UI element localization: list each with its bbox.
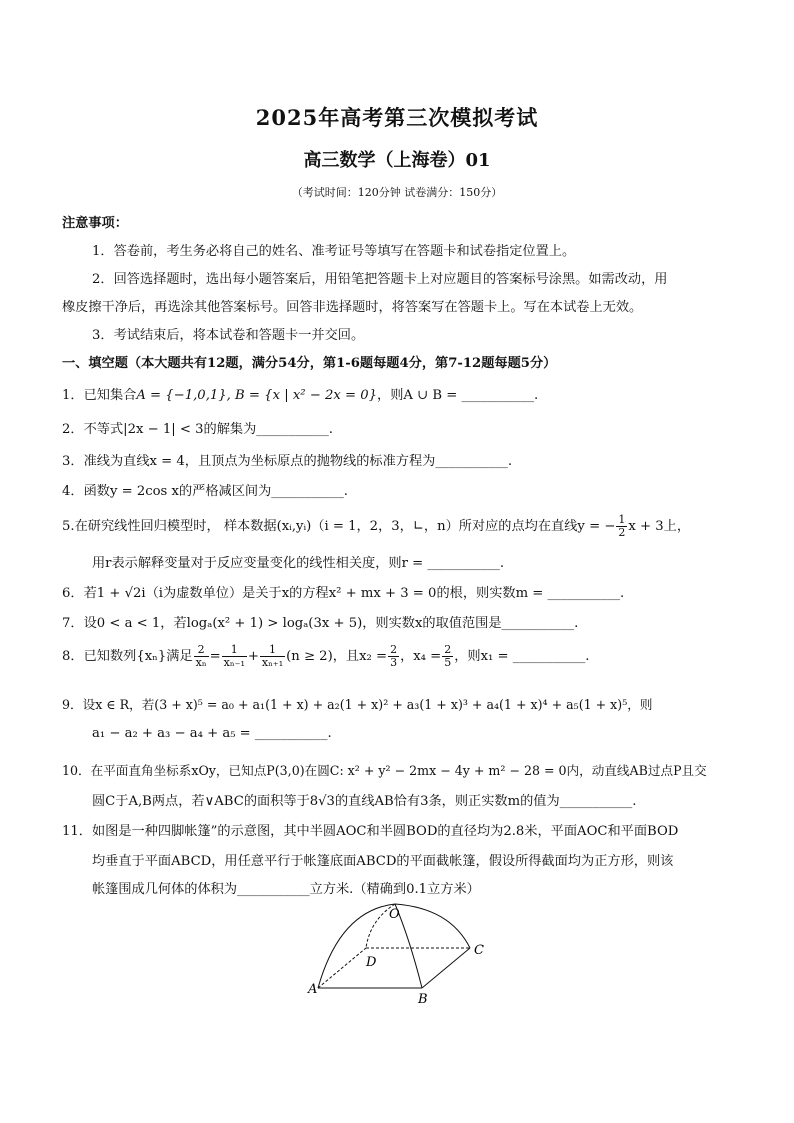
q8-mid: (n ≥ 2)，且x₂ = (286, 649, 388, 664)
note-1: 1．答卷前，考生务必将自己的姓名、准考证号等填写在答题卡和试卷指定位置上。 (92, 244, 576, 259)
question-2: 2．不等式|2x − 1| < 3的解集为___________. (62, 422, 333, 437)
q5a-den: 2 (618, 526, 626, 539)
section-heading: 一、填空题（本大题共有12题，满分54分，第1-6题每题4分，第7-12题每题5分） (62, 356, 557, 371)
question-5a (62, 514, 690, 539)
label-D: D (366, 955, 377, 970)
question-11c: 帐篷围成几何体的体积为___________立方米.（精确到0.1立方米） (92, 882, 480, 897)
q8-frac-1 (194, 644, 209, 669)
q8-f2-num: 1 (222, 644, 247, 657)
question-5b: 用r表示解释变量对于反应变量变化的线性相关度，则r = ___________. (92, 556, 505, 571)
note-2b: 橡皮擦干净后，再选涂其他答案标号。回答非选择题时，将答案写在答题卡上。写在本试卷上无效。 (62, 300, 643, 315)
question-1 (62, 384, 538, 403)
q8-f3-den: xₙ₊₁ (261, 656, 284, 669)
q8-frac-3 (260, 644, 285, 669)
question-4: 4．函数y = 2cos x的严格减区间为___________. (62, 484, 348, 499)
q5a-fraction (616, 514, 627, 539)
exam-info: （考试时间：120分钟 试卷满分：150分） (291, 186, 503, 199)
question-8 (62, 644, 589, 669)
q8-frac-4 (388, 644, 399, 669)
q8-f2-den: xₙ₋₁ (223, 656, 245, 669)
q8-f1-den: xₙ (195, 656, 207, 669)
q1-suffix: ，则A ∪ B = ___________. (377, 388, 539, 403)
question-11a: 11．如图是一种四脚帐篷”的示意图，其中半圆AOC和半圆BOD的直径均为2.8米，平面AOC和平面BOD (62, 824, 679, 839)
q8-f4-num: 2 (390, 643, 398, 656)
arc-AO (318, 904, 395, 988)
question-3: 3．准线为直线x = 4，且顶点为坐标原点的抛物线的标准方程为___________. (62, 454, 513, 469)
question-10b: 圆C于A,B两点，若∨ABC的面积等于8√3的直线AB恰有3条，则正实数m的值为___________. (92, 794, 637, 809)
label-A: A (308, 982, 318, 997)
q8-eq: = (209, 649, 221, 664)
q5a-suffix: x + 3上， (628, 519, 691, 534)
q8-frac-5 (442, 644, 453, 669)
q8-f4-den: 3 (390, 656, 398, 669)
question-10a: 10．在平面直角坐标系xOy，已知点P(3,0)在圆C: x² + y² − 2mx − 4y + m² − 28 = 0内，动直线AB过点P且交 (62, 763, 707, 778)
arc-OC (395, 904, 470, 948)
question-11b: 均垂直于平面ABCD，用任意平行于帐篷底面ABCD的平面截帐篷，假设所得截面均为正方形，则该 (92, 854, 674, 869)
q8-frac-2 (222, 644, 247, 669)
edge-AD (318, 948, 366, 988)
edge-BC (422, 948, 470, 988)
q8-suffix: ，则x₁ = ___________. (454, 649, 590, 664)
q5a-num: 1 (618, 513, 626, 526)
note-2a: 2．回答选择题时，选出每小题答案后，用铅笔把答题卡上对应题目的答案标号涂黑。如需改动，用 (92, 272, 668, 287)
q8-f5-num: 2 (444, 643, 452, 656)
q1-prefix: 1．已知集合 (62, 388, 137, 403)
question-9a: 9．设x ∈ R，若(3 + x)⁵ = a₀ + a₁(1 + x) + a₂(1 + x)² + a₃(1 + x)³ + a₄(1 + x)⁴ + a₅(1 + x)⁵，则 (62, 697, 653, 712)
q8-prefix: 8．已知数列{xₙ}满足 (62, 649, 193, 664)
q8-plus: + (247, 649, 259, 664)
note-3: 3．考试结束后，将本试卷和答题卡一并交回。 (92, 328, 365, 343)
tent-diagram (300, 900, 500, 1010)
question-7: 7．设0 < a < 1，若logₐ(x² + 1) > logₐ(3x + 5)，则实数x的取值范围是___________. (62, 616, 579, 631)
q8-f1-num: 2 (194, 644, 209, 657)
question-9b: a₁ − a₂ + a₃ − a₄ + a₅ = ___________. (92, 726, 332, 741)
label-B: B (418, 992, 428, 1007)
q8-mid2: ，x₄ = (400, 649, 442, 664)
exam-subtitle: 高三数学（上海卷）01 (303, 150, 491, 171)
q1-math: A = {−1,0,1}, B = {x | x² − 2x = 0} (136, 388, 378, 403)
q8-f3-num: 1 (260, 644, 285, 657)
notes-heading: 注意事项： (62, 216, 128, 231)
exam-title: 2025年高考第三次模拟考试 (255, 105, 539, 130)
label-C: C (474, 943, 484, 958)
q5a-prefix: 5.在研究线性回归模型时， 样本数据(xᵢ,yᵢ)（i = 1，2，3，∟，n）所对应的点均在直线y = − (62, 519, 616, 534)
question-6: 6．若1 + √2i（i为虚数单位）是关于x的方程x² + mx + 3 = 0的根，则实数m = ___________. (62, 586, 625, 601)
label-O: O (389, 907, 400, 922)
q8-f5-den: 5 (444, 656, 452, 669)
